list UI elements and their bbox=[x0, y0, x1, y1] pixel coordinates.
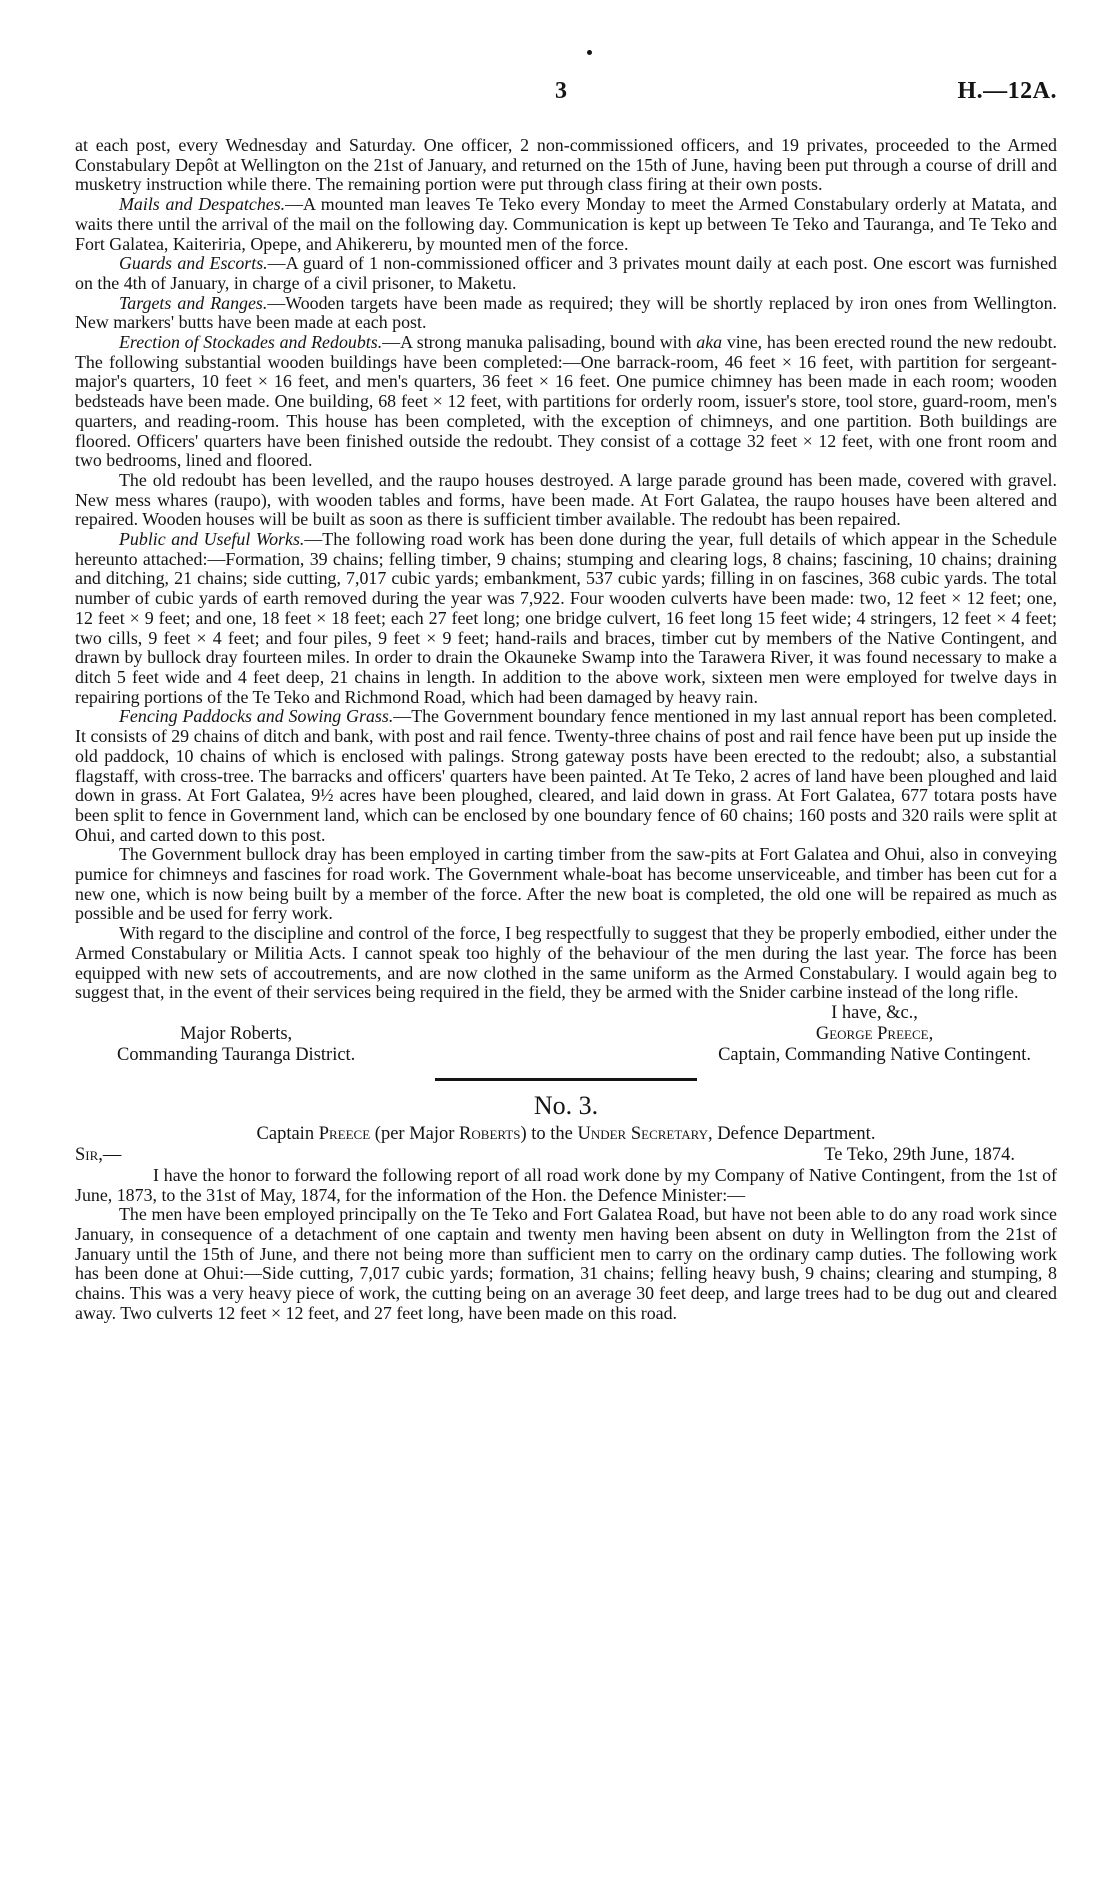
side-heading-guards: Guards and Escorts. bbox=[119, 253, 268, 274]
section-divider bbox=[435, 1078, 697, 1081]
heading-part: Captain bbox=[256, 1123, 319, 1144]
body-text bbox=[75, 136, 1057, 1324]
signature-block bbox=[75, 1003, 1057, 1066]
public-works-text: —The following road work has been done during the year, full details of which appear in the Schedule hereunto attached:—Formation, 39 chains; felling timber, 9 chains; stumping and clearing logs, 8 chains; fascining, 10 chains; draining and ditching, 21 chains; side cutting, 7,017 cubic yards; embankment, 537 cubic yards; filling in on fascines, 368 cubic yards. The total number of cubic yards of earth removed during the year was 7,922. Four wooden culverts have been made: two, 12 feet × 12 feet; one, 12 feet × 9 feet; and one, 18 feet × 18 feet; each 27 feet long; one bridge culvert, 16 feet long 15 feet wide; 4 stringers, 12 feet × 4 feet; two cills, 9 feet × 4 feet; and four piles, 9 feet × 9 feet; hand-rails and braces, timber cut by members of the Native Contingent, and drawn by bullock dray fourteen miles. In order to drain the Okauneke Swamp into the Tarawera River, it was found necessary to make a ditch 5 feet wide and 4 feet deep, 21 chains in length. In addition to the above work, sixteen men were employed for twelve days in repairing portions of the Te Teko and Richmond Road, which had been damaged by heavy rain. bbox=[75, 529, 1057, 707]
erection-text-b: vine, has been erected round the new redoubt. The following substantial wooden buildings have been completed:—One barrack-room, 46 feet × 16 feet, with partition for sergeant-major's quarters, 10 feet × 16 feet, and men's quarters, 36 feet × 16 feet. One pumice chimney has been made in each room; wooden bedsteads have been made. One building, 68 feet × 12 feet, with partitions for orderly room, issuer's store, tool store, guard-room, men's quarters, and reading-room. This house has been completed, with the exception of chimneys, and one partition. Both buildings are floored. Officers' quarters have been finished outside the redoubt. They consist of a cottage 32 feet × 12 feet, with one front room and two bedrooms, lined and floored. bbox=[75, 332, 1058, 471]
side-heading-erection: Erection of Stockades and Redoubts. bbox=[119, 332, 383, 353]
addressee-name: Major Roberts, bbox=[180, 1023, 293, 1044]
paragraph-old-redoubt: The old redoubt has been levelled, and the raupo houses destroyed. A large parade ground has been made, covered with gravel. New mess whares (raupo), with wooden tables and forms, have been made. At Fort Galatea, the raupo houses have been altered and repaired. Wooden houses will be built as soon as there is sufficient timber available. The redoubt has been repaired. bbox=[75, 469, 1057, 530]
fencing-fraction: ½ bbox=[320, 785, 334, 806]
paragraph-public-works bbox=[75, 530, 1057, 707]
signer-name: George Preece, bbox=[815, 1023, 934, 1044]
salutation-line bbox=[75, 1145, 1057, 1166]
heading-name-roberts: Roberts bbox=[459, 1123, 521, 1144]
document-code: H.—12A. bbox=[957, 78, 1057, 104]
paragraph-men: The men have been employed principally on the Te Teko and Fort Galatea Road, but have not been able to do any road work since January, in consequence of a detachment of one captain and twenty men having been absent on duty in Wellington from the 21st of January until the 15th of June, and there not being more than sufficient men to carry on the ordinary camp duties. The following work has been done at Ohui:—Side cutting, 7,017 cubic yards; formation, 31 chains; felling heavy bush, 9 chains; clearing and stumping, 8 chains. This was a very heavy piece of work, the cutting being on an average 30 feet deep, and large trees had to be dug out and cleared away. Two culverts 12 feet × 12 feet, and 27 feet long, have been made on this road. bbox=[75, 1204, 1057, 1323]
page-number: 3 bbox=[555, 78, 567, 104]
heading-part: (per Major bbox=[370, 1123, 460, 1144]
targets-text: —Wooden targets have been made as required; they will be shortly replaced by iron ones from Wellington. New markers' butts have been made at each post. bbox=[75, 292, 1057, 333]
paragraph-guards bbox=[75, 254, 1057, 293]
ink-dot bbox=[587, 50, 592, 55]
place-date: Te Teko, 29th June, 1874. bbox=[824, 1144, 1015, 1165]
erection-aka: aka bbox=[696, 332, 723, 353]
signer-title: Captain, Commanding Native Contingent. bbox=[718, 1044, 1031, 1065]
paragraph-mails bbox=[75, 195, 1057, 254]
document-page bbox=[75, 0, 1057, 1902]
guards-text: —A guard of 1 non-commissioned officer and 3 privates mount daily at each post. One escort was furnished on the 4th of January, in charge of a civil prisoner, to Maketu. bbox=[75, 253, 1057, 293]
heading-part: , Defence Department. bbox=[708, 1123, 876, 1144]
paragraph-continuation: at each post, every Wednesday and Saturday. One officer, 2 non-commissioned officers, and 19 privates, proceeded to the Armed Constabulary Depôt at Wellington on the 21st of January, and returned on the 15th of June, having been put through a course of drill and musketry instruction while there. The remaining portion were put through class firing at their own posts. bbox=[75, 135, 1057, 195]
signer-block bbox=[718, 1003, 1031, 1066]
heading-under-secretary: Under Secretary bbox=[577, 1123, 708, 1144]
paragraph-discipline: With regard to the discipline and control of the force, I beg respectfully to suggest that they be properly embodied, either under the Armed Constabulary or Militia Acts. I cannot speak too highly of the behaviour of the men during the last year. The force has been equipped with new sets of accoutrements, and are now clothed in the same uniform as the Armed Constabulary. I would again beg to suggest that, in the event of their services being required in the field, they be armed with the Snider carbine instead of the long rifle. bbox=[75, 923, 1057, 1003]
side-heading-targets: Targets and Ranges. bbox=[119, 292, 268, 313]
addressee-title: Commanding Tauranga District. bbox=[117, 1044, 356, 1065]
fencing-text-a: —The Government boundary fence mentioned in my last annual report has been completed. It consists of 29 chains of ditch and bank, with post and rail fence. Twenty-three chains of post and rail fence have been put up inside the old paddock, 10 chains of which is enclosed with palings. Strong gateway posts have been erected to the redoubt; also, a substantial flagstaff, with cross-tree. The barracks and officers' quarters have been painted. At Te Teko, 2 acres of land have been ploughed and laid down in grass. At Fort Galatea, 9 bbox=[75, 706, 1057, 806]
paragraph-targets bbox=[75, 294, 1057, 333]
section-number: No. 3. bbox=[533, 1090, 599, 1120]
salutation: Sir,— bbox=[75, 1144, 122, 1165]
addressee-block bbox=[117, 1024, 355, 1066]
mails-text: —A mounted man leaves Te Teko every Monday to meet the Armed Constabulary orderly at Matata, and waits there until the arrival of the mail on the following day. Communication is kept up between Te Teko and Tauranga, and Te Teko and Fort Galatea, Kaiteriria, Opepe, and Ahikereru, by mounted men of the force. bbox=[75, 194, 1057, 254]
side-heading-public-works: Public and Useful Works. bbox=[119, 529, 305, 550]
erection-text-a: —A strong manuka palisading, bound with bbox=[382, 332, 697, 353]
heading-name-preece: Preece bbox=[318, 1123, 371, 1144]
letter-heading bbox=[75, 1124, 1057, 1145]
paragraph-erection bbox=[75, 333, 1057, 471]
heading-part: ) to the bbox=[520, 1123, 578, 1144]
paragraph-intro: I have the honor to forward the following report of all road work done by my Company of Native Contingent, from the 1st of June, 1873, to the 31st of May, 1874, for the information of the Hon. the Defence Minister:— bbox=[75, 1164, 1057, 1205]
fencing-text-b: acres have been ploughed, cleared, and laid down in grass. At Fort Galatea, 677 totara posts have been split to fence in Government land, which can be enclosed by one boundary fence of 60 chains; 160 posts and 320 rails were split at Ohui, and carted down to this post. bbox=[75, 785, 1057, 845]
side-heading-mails: Mails and Despatches. bbox=[119, 194, 286, 215]
paragraph-fencing bbox=[75, 707, 1057, 845]
closing: I have, &c., bbox=[831, 1002, 918, 1023]
side-heading-fencing: Fencing Paddocks and Sowing Grass. bbox=[119, 706, 394, 727]
paragraph-bullock-dray: The Government bullock dray has been employed in carting timber from the saw-pits at Fort Galatea and Ohui, also in conveying pumice for chimneys and fascines for road work. The Government whale-boat has become unserviceable, and timber has been cut for a new one, which is now being built by a member of the force. After the new boat is completed, the old one will be repaired as much as possible and be used for ferry work. bbox=[75, 844, 1057, 924]
